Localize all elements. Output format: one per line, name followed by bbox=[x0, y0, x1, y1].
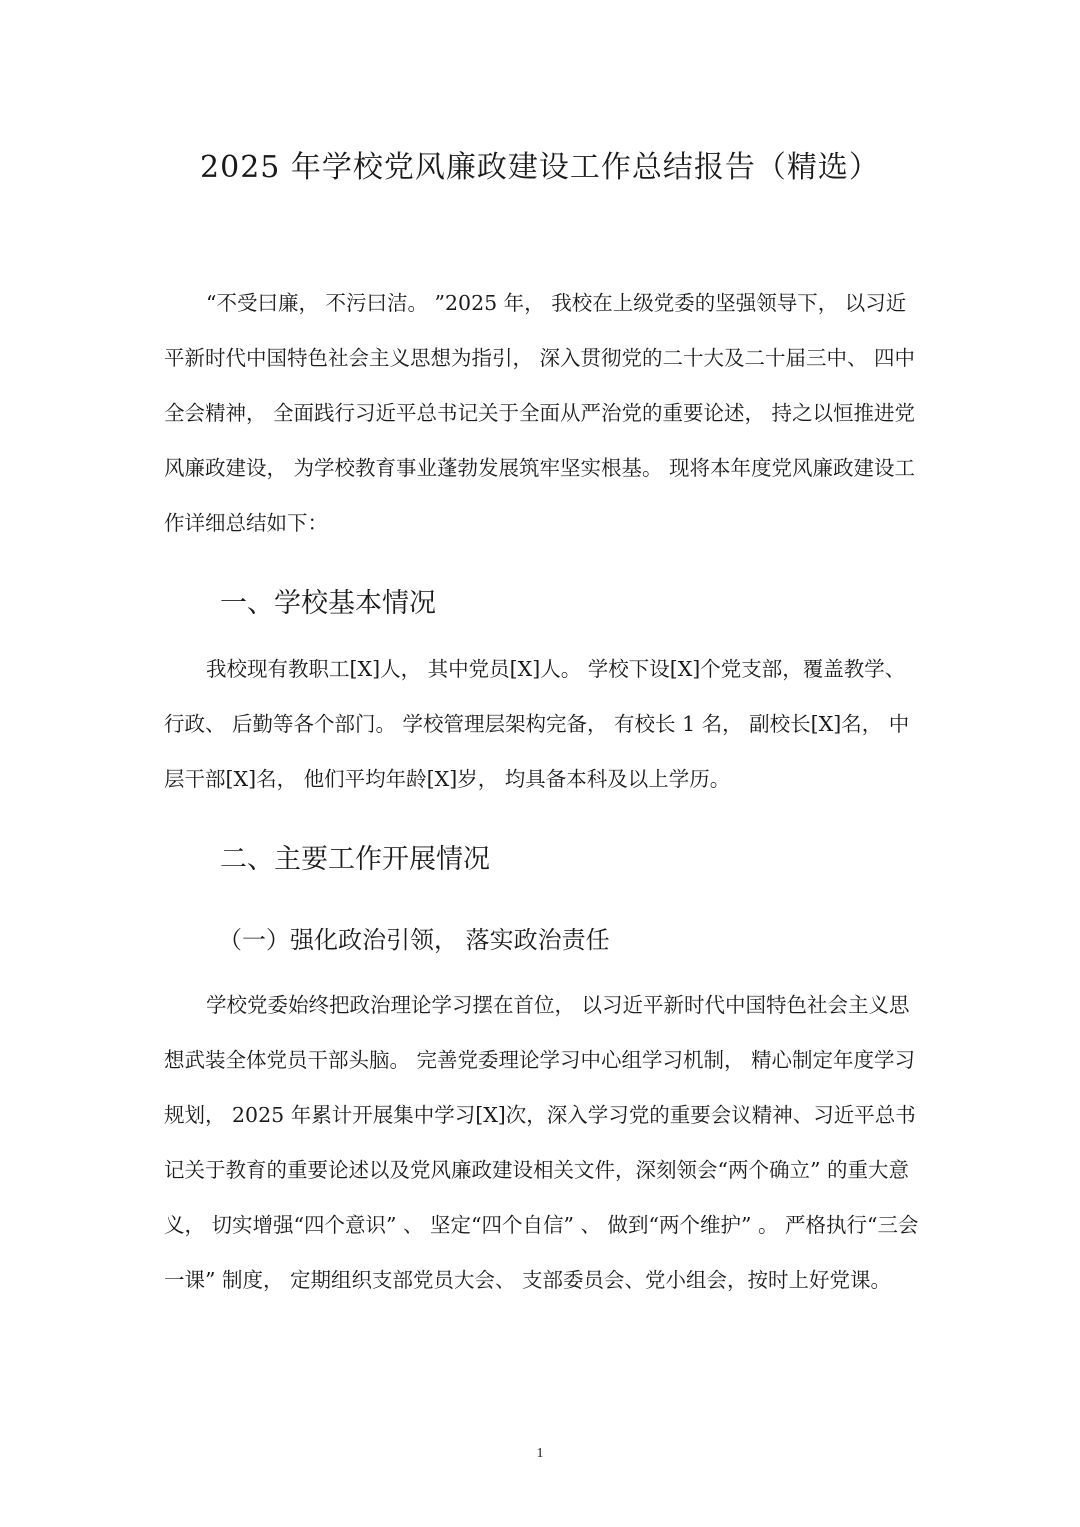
document-title: 2025 年学校党风廉政建设工作总结报告（精选） bbox=[200, 150, 880, 185]
section-1-heading: 一、学校基本情况 bbox=[220, 588, 436, 619]
subsection-1-heading: （一）强化政治引领， 落实政治责任 bbox=[218, 926, 610, 954]
page-number: 1 bbox=[536, 1446, 544, 1461]
subsection-1-paragraph: 学校党委始终把政治理论学习摆在首位， 以习近平新时代中国特色社会主义思想武装全体党员干部头脑。 完善党委理论学习中心组学习机制， 精心制定年度学习规划， 2025 年累计开展集中学习[X]次，深入学习党的重要会议精神、习近平总书记关于教育的重要论述以及党风廉政建设相关文件，深刻领会“两个确立” 的重大意义， 切实增强“四个意识” 、 坚定“四个自信” 、 做到“两个维护” 。 严格执行“三会一课” 制度， 定期组织支部党员大会、 支部委员会、党小组会，按时上好党课。 bbox=[164, 993, 919, 1292]
section-2-heading: 二、主要工作开展情况 bbox=[220, 844, 490, 875]
section-1-paragraph: 我校现有教职工[X]人， 其中党员[X]人。 学校下设[X]个党支部，覆盖教学、 行政、 后勤等各个部门。 学校管理层架构完备， 有校长 1 名， 副校长[X]名， 中层干部[X]名， 他们平均年龄[X]岁， 均具备本科及以上学历。 bbox=[164, 657, 910, 791]
intro-paragraph: “不受曰廉， 不污曰洁。 ”2025 年， 我校在上级党委的坚强领导下， 以习近平新时代中国特色社会主义思想为指引， 深入贯彻党的二十大及二十届三中、 四中全会精神， 全面践行习近平总书记关于全面从严治党的重要论述， 持之以恒推进党风廉政建设， 为学校教育事业蓬勃发展筑牢坚实根基。 现将本年度党风廉政建设工作详细总结如下： bbox=[164, 291, 916, 535]
